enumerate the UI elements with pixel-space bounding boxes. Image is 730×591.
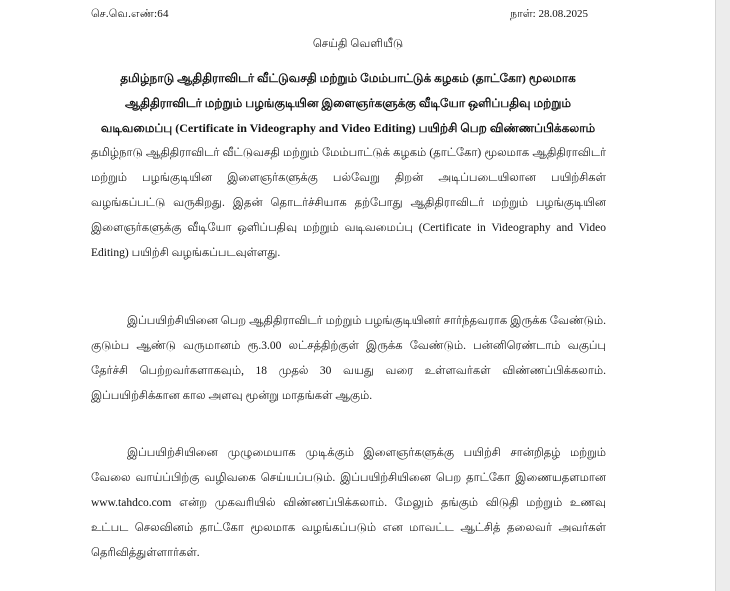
document-title: தமிழ்நாடு ஆதிதிராவிடர் வீட்டுவசதி மற்றும் மேம்பாட்டுக் கழகம் (தாட்கோ) மூலமாக ஆதிதிராவிடர் மற்றும் பழங்குடியின இளைஞர்களுக்கு வீடியோ ஒளிப்பதிவு மற்றும் வடிவமைப்பு (Certificate in Videography and Video Editing) பயிற்சி பெற விண்ணப்பிக்கலாம் <box>100 71 596 135</box>
paragraph-1 <box>91 141 606 266</box>
press-release-date: நாள்: 28.08.2025 <box>509 8 588 20</box>
paragraph-3 <box>91 441 606 566</box>
paragraph-3-text: இப்பயிற்சியினை முழுமையாக முடிக்கும் இளைஞர்களுக்கு பயிற்சி சான்றிதழ் மற்றும் வேலை வாய்ப்பிற்கு வழிவகை செய்யப்படும். இப்பயிற்சியினை பெற தாட்கோ இணையதளமான www.tahdco.com என்ற முகவரியில் விண்ணப்பிக்கலாம். மேலும் தங்கும் விடுதி மற்றும் உணவு உட்பட செலவினம் தாட்கோ மூலமாக வழங்கப்படும் என மாவட்ட ஆட்சித் தலைவர் அவர்கள் தெரிவித்துள்ளார்கள். <box>91 447 606 559</box>
paragraph-2-text: இப்பயிற்சியினை பெற ஆதிதிராவிடர் மற்றும் பழங்குடியினர் சார்ந்தவராக இருக்க வேண்டும். குடும்ப ஆண்டு வருமானம் ரூ.3.00 லட்சத்திற்குள் இருக்க வேண்டும். பன்னிரெண்டாம் வகுப்பு தேர்ச்சி பெற்றவர்களாகவும், 18 முதல் 30 வயது வரை உள்ளவர்கள் விண்ணப்பிக்கலாம். இப்பயிற்சிக்கான கால அளவு மூன்று மாதங்கள் ஆகும். <box>91 315 606 402</box>
viewer-scrollbar[interactable] <box>715 0 730 591</box>
paragraph-2 <box>91 309 606 409</box>
press-release-number: செ.வெ.எண்:64 <box>91 8 169 20</box>
document-heading: செய்தி வெளியீடு <box>312 38 404 50</box>
paragraph-1-text: தமிழ்நாடு ஆதிதிராவிடர் வீட்டுவசதி மற்றும் மேம்பாட்டுக் கழகம் (தாட்கோ) மூலமாக ஆதிதிராவிடர் மற்றும் பழங்குடியின இளைஞர்களுக்கு பல்வேறு திறன் அடிப்படையிலான பயிற்சிகள் வழங்கப்பட்டு வருகிறது. இதன் தொடர்ச்சியாக தற்போது ஆதிதிராவிடர் மற்றும் பழங்குடியின இளைஞர்களுக்கு வீடியோ ஒளிப்பதிவு மற்றும் வடிவமைப்பு (Certificate in Videography and Video Editing) பயிற்சி வழங்கப்படவுள்ளது. <box>91 147 606 259</box>
